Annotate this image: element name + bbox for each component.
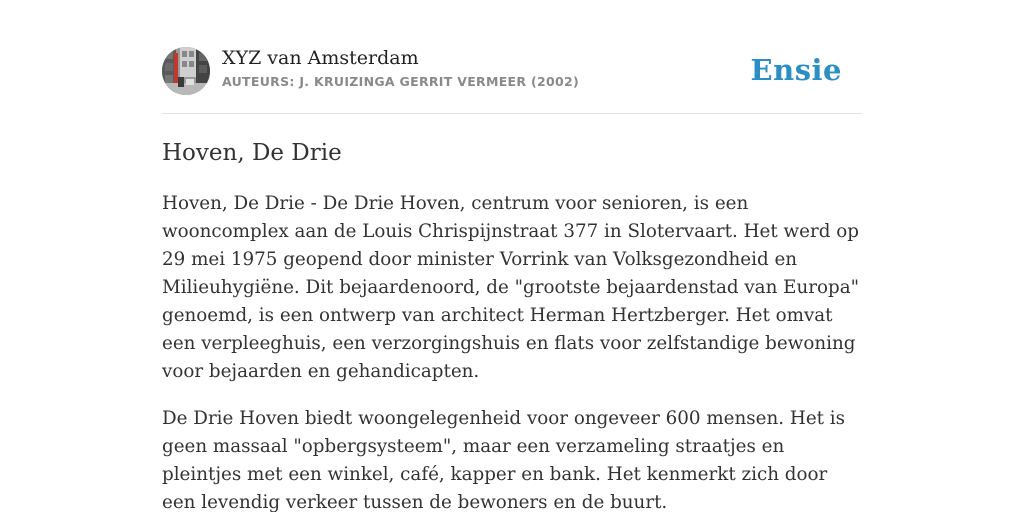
source-avatar[interactable] — [162, 47, 210, 95]
entry-body — [162, 190, 866, 512]
source-title[interactable]: XYZ van Amsterdam — [222, 47, 419, 69]
header-divider — [162, 113, 862, 114]
entry-paragraph: Hoven, De Drie - De Drie Hoven, centrum voor senioren, is een wooncomplex aan de Louis Chrispijnstraat 377 in Slotervaart. Het werd op 29 mei 1975 geopend door minister Vorrink van Volksgezondheid en Milieuhygiëne. Dit bejaardenoord, de "grootste bejaardenstad van Europa" genoemd, is een ontwerp van architect Herman Hertzberger. Het omvat een verpleeghuis, een verzorgingshuis en flats voor zelfstandige bewoning voor bejaarden en gehandicapten. — [162, 193, 860, 382]
entry-title: Hoven, De Drie — [162, 140, 342, 166]
street-photo-icon — [162, 47, 210, 95]
source-header — [162, 46, 862, 96]
brand-logo[interactable]: Ensie — [750, 53, 842, 87]
entry-paragraph: De Drie Hoven biedt woongelegenheid voor ongeveer 600 mensen. Het is geen massaal "opbergsysteem", maar een verzameling straatjes en pleintjes met een winkel, café, kapper en bank. Het kenmerkt zich door een levendig verkeer tussen de bewoners en de buurt. — [162, 408, 846, 512]
authors-line: AUTEURS: J. KRUIZINGA GERRIT VERMEER (2002) — [222, 74, 579, 89]
